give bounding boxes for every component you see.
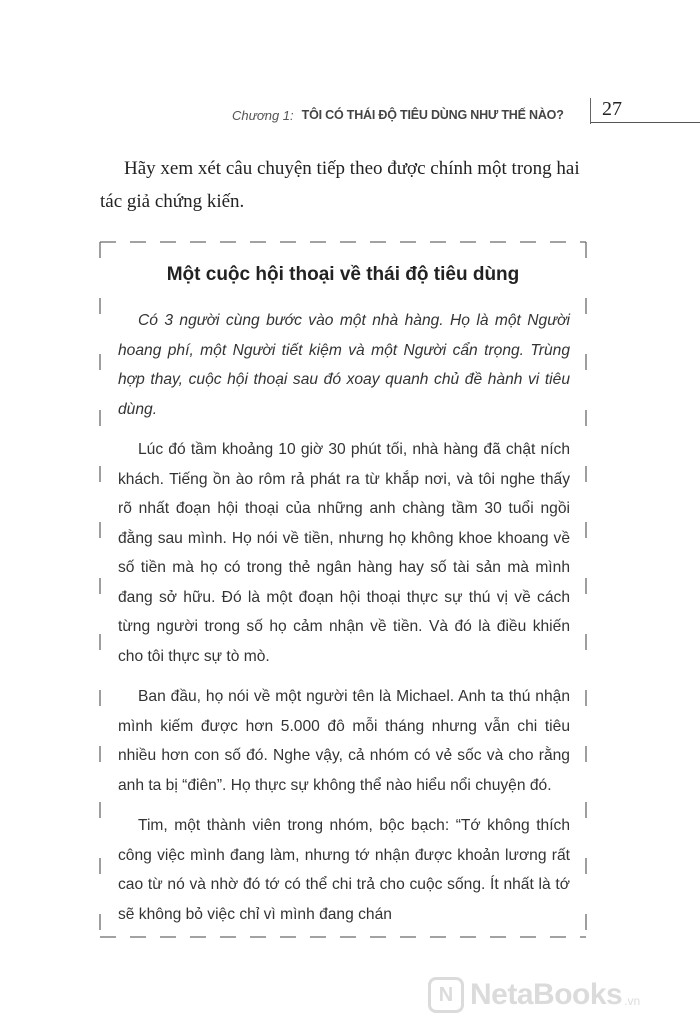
- running-header: [232, 100, 564, 130]
- box-paragraph: Có 3 người cùng bước vào một nhà hàng. Họ là một Người hoang phí, một Người tiết kiệm và một Người cẩn trọng. Trùng hợp thay, cuộc hội thoại sau đó xoay quanh chủ đề hành vi tiêu dùng.: [118, 312, 570, 418]
- box-paragraph: Lúc đó tầm khoảng 10 giờ 30 phút tối, nhà hàng đã chật ních khách. Tiếng ồn ào rôm rả phát ra từ khắp nơi, và tôi nghe thấy rõ nhất đoạn hội thoại của những anh chàng tầm 30 tuổi ngồi đằng sau mình. Họ nói về tiền, nhưng họ không khoe khoang về số tiền mà họ có trong thẻ ngân hàng hay số tài sản mà mình đang sở hữu. Đó là một đoạn hội thoại thực sự thú vị về cách từng người trong số họ cảm nhận về tiền. Và đó là điều khiến cho tôi thực sự tò mò.: [118, 441, 570, 665]
- page-number: 27: [602, 98, 622, 120]
- intro-paragraph: Hãy xem xét câu chuyện tiếp theo được chính một trong hai tác giả chứng kiến.: [100, 158, 580, 212]
- box-paragraph: Tim, một thành viên trong nhóm, bộc bạch: “Tớ không thích công việc mình đang làm, nhưng tớ nhận được khoản lương rất cao từ nó và nhờ đó tớ có thể chi trả cho cuộc sống. Ít nhất là tớ sẽ không bỏ việc chỉ vì mình đang chán: [118, 817, 570, 923]
- chapter-label: Chương 1:: [232, 107, 294, 123]
- box-title: Một cuộc hội thoại về thái độ tiêu dùng: [166, 264, 520, 285]
- box-content: [118, 306, 570, 940]
- header-divider: [590, 98, 591, 124]
- header-rule: [591, 122, 700, 123]
- netabooks-logo-icon: N: [428, 977, 464, 1013]
- watermark-text: NetaBooks: [470, 978, 623, 1011]
- sidebar-box: [98, 240, 588, 940]
- watermark-suffix: .vn: [624, 994, 641, 1008]
- publisher-watermark: [428, 970, 640, 1020]
- chapter-title: TÔI CÓ THÁI ĐỘ TIÊU DÙNG NHƯ THẾ NÀO?: [301, 108, 564, 122]
- box-paragraph: Ban đầu, họ nói về một người tên là Michael. Anh ta thú nhận mình kiếm được hơn 5.000 đô mỗi tháng nhưng vẫn chi tiêu nhiều hơn con số đó. Nghe vậy, cả nhóm có vẻ sốc và cho rằng anh ta bị “điên”. Họ thực sự không thể nào hiểu nổi chuyện đó.: [118, 688, 570, 794]
